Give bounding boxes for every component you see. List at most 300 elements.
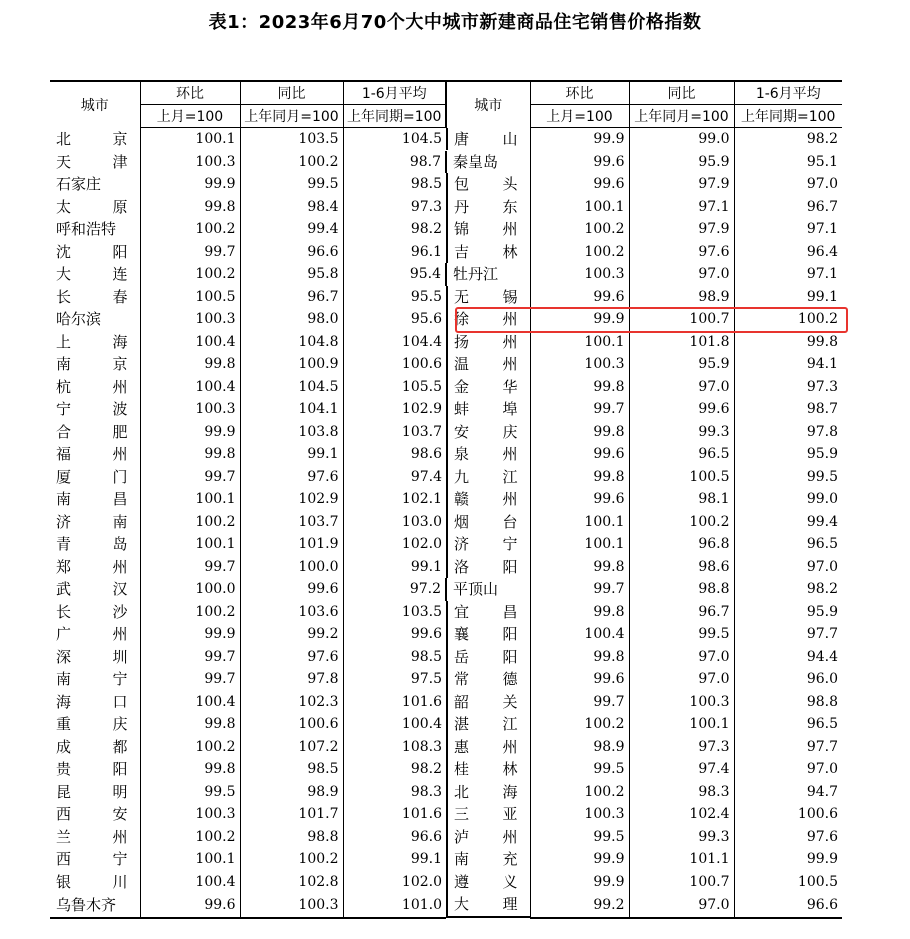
avg-value: 96.5 [734, 533, 842, 556]
yoy-value: 102.3 [240, 691, 343, 714]
city-name: 南 充 [446, 848, 530, 871]
city-name: 沈 阳 [56, 242, 128, 261]
mom-value: 99.6 [530, 173, 629, 196]
avg-value: 98.6 [343, 443, 446, 466]
avg-value: 98.5 [343, 646, 446, 669]
table-row [50, 691, 842, 714]
city-name: 洛 阳 [446, 556, 530, 579]
yoy-value: 97.0 [629, 893, 734, 918]
city-name: 济 宁 [446, 533, 530, 556]
yoy-value: 102.9 [240, 488, 343, 511]
table-row [50, 398, 842, 421]
subheader-avg-right: 上年同期=100 [734, 105, 842, 128]
yoy-value: 97.1 [629, 196, 734, 219]
yoy-value: 107.2 [240, 736, 343, 759]
avg-value: 96.0 [734, 668, 842, 691]
city-name: 锦 州 [446, 218, 530, 241]
mom-value: 100.3 [140, 803, 240, 826]
mom-value: 100.4 [140, 376, 240, 399]
mom-value: 99.9 [530, 308, 629, 331]
yoy-value: 99.3 [629, 826, 734, 849]
city-name: 襄 阳 [446, 623, 530, 646]
yoy-value: 101.9 [240, 533, 343, 556]
mom-value: 99.6 [530, 151, 629, 174]
yoy-value: 99.5 [240, 173, 343, 196]
city-name: 赣 州 [446, 488, 530, 511]
table-row [50, 263, 842, 286]
yoy-value: 96.5 [629, 443, 734, 466]
yoy-value: 96.7 [629, 601, 734, 624]
city-name: 银 川 [56, 872, 128, 891]
yoy-value: 101.1 [629, 848, 734, 871]
city-name: 太 原 [56, 197, 128, 216]
header-mom-left: 环比 [140, 81, 240, 105]
header-yoy-left: 同比 [240, 81, 343, 105]
yoy-value: 97.6 [629, 241, 734, 264]
avg-value: 100.6 [343, 353, 446, 376]
avg-value: 95.5 [343, 286, 446, 309]
avg-value: 98.7 [734, 398, 842, 421]
mom-value: 99.9 [140, 173, 240, 196]
yoy-value: 99.5 [629, 623, 734, 646]
avg-value: 95.1 [734, 151, 842, 174]
city-name: 哈尔滨 [56, 310, 102, 329]
avg-value: 102.0 [343, 533, 446, 556]
avg-value: 96.5 [734, 713, 842, 736]
table-row [50, 601, 842, 624]
avg-value: 100.5 [734, 871, 842, 894]
mom-value: 100.1 [140, 128, 240, 151]
table-row [50, 623, 842, 646]
city-name: 昆 明 [56, 782, 128, 801]
mom-value: 100.2 [530, 713, 629, 736]
mom-value: 99.8 [530, 376, 629, 399]
avg-value: 96.1 [343, 241, 446, 264]
city-name: 郑 州 [56, 557, 128, 576]
mom-value: 100.3 [140, 308, 240, 331]
mom-value: 99.7 [140, 241, 240, 264]
yoy-value: 103.8 [240, 421, 343, 444]
city-name: 遵 义 [446, 871, 530, 894]
yoy-value: 100.2 [629, 511, 734, 534]
subheader-yoy-right: 上年同月=100 [629, 105, 734, 128]
mom-value: 99.9 [530, 848, 629, 871]
yoy-value: 95.9 [629, 151, 734, 174]
mom-value: 100.2 [140, 826, 240, 849]
yoy-value: 100.3 [240, 893, 343, 918]
city-name: 徐 州 [446, 308, 530, 331]
table-row [50, 533, 842, 556]
avg-value: 99.8 [734, 331, 842, 354]
city-name: 成 都 [56, 737, 128, 756]
mom-value: 99.5 [140, 781, 240, 804]
yoy-value: 99.3 [629, 421, 734, 444]
avg-value: 95.9 [734, 443, 842, 466]
yoy-value: 103.7 [240, 511, 343, 534]
city-name: 北 海 [446, 781, 530, 804]
city-name: 厦 门 [56, 467, 128, 486]
avg-value: 101.6 [343, 803, 446, 826]
mom-value: 100.0 [140, 578, 240, 601]
table-row [50, 151, 842, 174]
city-name: 无 锡 [446, 286, 530, 309]
yoy-value: 95.8 [240, 263, 343, 286]
yoy-value: 97.3 [629, 736, 734, 759]
city-name: 常 德 [446, 668, 530, 691]
yoy-value: 96.7 [240, 286, 343, 309]
table-row [50, 488, 842, 511]
table-row [50, 218, 842, 241]
yoy-value: 97.6 [240, 646, 343, 669]
mom-value: 99.6 [530, 286, 629, 309]
yoy-value: 103.6 [240, 601, 343, 624]
mom-value: 100.1 [530, 331, 629, 354]
mom-value: 99.7 [530, 398, 629, 421]
yoy-value: 100.2 [240, 848, 343, 871]
mom-value: 99.7 [140, 668, 240, 691]
city-name: 上 海 [56, 332, 128, 351]
avg-value: 100.6 [734, 803, 842, 826]
city-name: 泸 州 [446, 826, 530, 849]
avg-value: 101.6 [343, 691, 446, 714]
header-avg-left: 1-6月平均 [343, 81, 446, 105]
table-row [50, 353, 842, 376]
table-row [50, 781, 842, 804]
mom-value: 100.2 [140, 601, 240, 624]
avg-value: 108.3 [343, 736, 446, 759]
mom-value: 99.8 [140, 443, 240, 466]
avg-value: 97.2 [343, 578, 446, 601]
city-name: 湛 江 [446, 713, 530, 736]
avg-value: 97.6 [734, 826, 842, 849]
mom-value: 99.7 [530, 691, 629, 714]
avg-value: 97.0 [734, 758, 842, 781]
table-row [50, 376, 842, 399]
avg-value: 96.6 [343, 826, 446, 849]
avg-value: 94.7 [734, 781, 842, 804]
avg-value: 99.4 [734, 511, 842, 534]
yoy-value: 98.5 [240, 758, 343, 781]
table-row [50, 713, 842, 736]
mom-value: 100.1 [530, 533, 629, 556]
city-name: 长 沙 [56, 602, 128, 621]
table-row [50, 871, 842, 894]
avg-value: 99.6 [343, 623, 446, 646]
avg-value: 97.5 [343, 668, 446, 691]
city-name: 大 理 [446, 893, 530, 918]
yoy-value: 96.8 [629, 533, 734, 556]
yoy-value: 98.0 [240, 308, 343, 331]
table-row [50, 668, 842, 691]
city-name: 唐 山 [446, 128, 530, 151]
city-name: 南 京 [56, 355, 128, 373]
mom-value: 99.9 [530, 128, 629, 151]
avg-value: 102.9 [343, 398, 446, 421]
page-title: 表1：2023年6月70个大中城市新建商品住宅销售价格指数 [208, 12, 702, 33]
table-row [50, 556, 842, 579]
city-name: 呼和浩特 [56, 220, 117, 239]
yoy-value: 97.0 [629, 646, 734, 669]
city-name: 大 连 [56, 265, 128, 283]
avg-value: 97.0 [734, 173, 842, 196]
header-avg-right: 1-6月平均 [734, 81, 842, 105]
mom-value: 100.3 [140, 398, 240, 421]
avg-value: 97.3 [343, 196, 446, 219]
yoy-value: 99.6 [240, 578, 343, 601]
table-row [50, 286, 842, 309]
city-name: 福 州 [56, 445, 128, 463]
avg-value: 103.5 [343, 601, 446, 624]
yoy-value: 99.2 [240, 623, 343, 646]
mom-value: 99.6 [140, 893, 240, 918]
city-name: 深 圳 [56, 647, 128, 666]
avg-value: 96.7 [734, 196, 842, 219]
table-row [50, 331, 842, 354]
avg-value: 102.1 [343, 488, 446, 511]
city-name: 贵 阳 [56, 760, 128, 778]
header-city-right: 城市 [446, 81, 530, 128]
city-name: 温 州 [446, 353, 530, 376]
table-body [50, 128, 842, 918]
table-row [50, 578, 842, 601]
mom-value: 100.3 [140, 151, 240, 174]
city-name: 西 宁 [56, 850, 128, 868]
avg-value: 98.2 [734, 128, 842, 151]
avg-value: 95.4 [343, 263, 446, 286]
mom-value: 99.8 [530, 421, 629, 444]
yoy-value: 97.0 [629, 668, 734, 691]
mom-value: 100.2 [530, 218, 629, 241]
table-row [50, 443, 842, 466]
table-row [50, 128, 842, 151]
table-row [50, 308, 842, 331]
mom-value: 100.2 [140, 218, 240, 241]
table-row [50, 466, 842, 489]
yoy-value: 96.6 [240, 241, 343, 264]
avg-value: 96.4 [734, 241, 842, 264]
yoy-value: 99.1 [240, 443, 343, 466]
subheader-yoy-left: 上年同月=100 [240, 105, 343, 128]
mom-value: 99.6 [530, 488, 629, 511]
avg-value: 97.8 [734, 421, 842, 444]
city-name: 重 庆 [56, 715, 128, 733]
yoy-value: 102.8 [240, 871, 343, 894]
mom-value: 100.1 [140, 848, 240, 871]
city-name: 桂 林 [446, 758, 530, 781]
yoy-value: 100.2 [240, 151, 343, 174]
city-name: 北 京 [56, 129, 128, 148]
subheader-mom-left: 上月=100 [140, 105, 240, 128]
yoy-value: 100.6 [240, 713, 343, 736]
avg-value: 97.7 [734, 736, 842, 759]
mom-value: 99.7 [530, 578, 629, 601]
city-name: 合 肥 [56, 422, 128, 441]
city-name: 秦皇岛 [446, 151, 530, 174]
mom-value: 99.8 [140, 758, 240, 781]
mom-value: 99.8 [140, 713, 240, 736]
table-row [50, 646, 842, 669]
yoy-value: 101.7 [240, 803, 343, 826]
avg-value: 103.7 [343, 421, 446, 444]
mom-value: 99.8 [140, 353, 240, 376]
mom-value: 99.9 [530, 871, 629, 894]
mom-value: 100.2 [530, 241, 629, 264]
city-name: 济 南 [56, 512, 128, 531]
city-name: 武 汉 [56, 580, 128, 598]
yoy-value: 97.9 [629, 218, 734, 241]
avg-value: 94.4 [734, 646, 842, 669]
avg-value: 98.5 [343, 173, 446, 196]
mom-value: 99.5 [530, 758, 629, 781]
city-name: 包 头 [446, 173, 530, 196]
yoy-value: 97.0 [629, 263, 734, 286]
avg-value: 97.4 [343, 466, 446, 489]
mom-value: 99.8 [140, 196, 240, 219]
mom-value: 100.4 [530, 623, 629, 646]
mom-value: 100.2 [140, 263, 240, 286]
yoy-value: 103.5 [240, 128, 343, 151]
city-name: 西 安 [56, 805, 128, 823]
table-row [50, 511, 842, 534]
avg-value: 95.9 [734, 601, 842, 624]
mom-value: 99.8 [530, 646, 629, 669]
city-name: 韶 关 [446, 691, 530, 714]
city-name: 广 州 [56, 625, 128, 643]
yoy-value: 97.9 [629, 173, 734, 196]
yoy-value: 98.9 [629, 286, 734, 309]
mom-value: 100.4 [140, 691, 240, 714]
yoy-value: 97.0 [629, 376, 734, 399]
city-name: 南 宁 [56, 670, 128, 688]
avg-value: 98.7 [343, 151, 446, 174]
header-city-left: 城市 [50, 81, 140, 128]
yoy-value: 104.8 [240, 331, 343, 354]
price-index-table [50, 80, 842, 919]
subheader-mom-right: 上月=100 [530, 105, 629, 128]
header-mom-right: 环比 [530, 81, 629, 105]
mom-value: 100.1 [530, 196, 629, 219]
mom-value: 100.1 [140, 488, 240, 511]
city-name: 牡丹江 [446, 263, 530, 286]
yoy-value: 101.8 [629, 331, 734, 354]
city-name: 惠 州 [446, 736, 530, 759]
table-row [50, 848, 842, 871]
table-row [50, 196, 842, 219]
table-row [50, 826, 842, 849]
mom-value: 100.2 [140, 511, 240, 534]
mom-value: 98.9 [530, 736, 629, 759]
avg-value: 97.3 [734, 376, 842, 399]
avg-value: 101.0 [343, 893, 446, 918]
avg-value: 100.4 [343, 713, 446, 736]
table-row [50, 803, 842, 826]
mom-value: 100.5 [140, 286, 240, 309]
yoy-value: 104.5 [240, 376, 343, 399]
mom-value: 100.2 [140, 736, 240, 759]
avg-value: 98.2 [343, 218, 446, 241]
city-name: 九 江 [446, 466, 530, 489]
table-row [50, 173, 842, 196]
mom-value: 99.7 [140, 646, 240, 669]
yoy-value: 99.0 [629, 128, 734, 151]
mom-value: 100.3 [530, 353, 629, 376]
table-row [50, 241, 842, 264]
mom-value: 100.1 [530, 511, 629, 534]
city-name: 长 春 [56, 287, 128, 306]
yoy-value: 100.1 [629, 713, 734, 736]
yoy-value: 97.8 [240, 668, 343, 691]
mom-value: 100.3 [530, 803, 629, 826]
mom-value: 99.7 [140, 556, 240, 579]
avg-value: 99.1 [343, 556, 446, 579]
yoy-value: 98.8 [629, 578, 734, 601]
city-name: 吉 林 [446, 241, 530, 264]
mom-value: 99.2 [530, 893, 629, 918]
mom-value: 99.5 [530, 826, 629, 849]
table-row [50, 421, 842, 444]
mom-value: 100.4 [140, 331, 240, 354]
avg-value: 104.5 [343, 128, 446, 151]
avg-value: 104.4 [343, 331, 446, 354]
avg-value: 96.6 [734, 893, 842, 918]
mom-value: 100.2 [530, 781, 629, 804]
mom-value: 99.7 [140, 466, 240, 489]
city-name: 扬 州 [446, 331, 530, 354]
city-name: 宜 昌 [446, 601, 530, 624]
avg-value: 97.1 [734, 218, 842, 241]
mom-value: 100.4 [140, 871, 240, 894]
avg-value: 99.9 [734, 848, 842, 871]
yoy-value: 97.6 [240, 466, 343, 489]
avg-value: 97.0 [734, 556, 842, 579]
avg-value: 97.1 [734, 263, 842, 286]
city-name: 海 口 [56, 692, 128, 711]
mom-value: 99.8 [530, 601, 629, 624]
yoy-value: 98.1 [629, 488, 734, 511]
avg-value: 98.2 [343, 758, 446, 781]
avg-value: 105.5 [343, 376, 446, 399]
city-name: 宁 波 [56, 400, 128, 418]
mom-value: 99.8 [530, 466, 629, 489]
avg-value: 98.2 [734, 578, 842, 601]
header-yoy-right: 同比 [629, 81, 734, 105]
yoy-value: 98.3 [629, 781, 734, 804]
city-name: 烟 台 [446, 511, 530, 534]
yoy-value: 100.3 [629, 691, 734, 714]
city-name: 岳 阳 [446, 646, 530, 669]
yoy-value: 95.9 [629, 353, 734, 376]
mom-value: 99.9 [140, 623, 240, 646]
yoy-value: 98.6 [629, 556, 734, 579]
yoy-value: 104.1 [240, 398, 343, 421]
yoy-value: 100.9 [240, 353, 343, 376]
mom-value: 99.9 [140, 421, 240, 444]
yoy-value: 98.9 [240, 781, 343, 804]
avg-value: 99.1 [343, 848, 446, 871]
city-name: 杭 州 [56, 377, 128, 396]
yoy-value: 98.4 [240, 196, 343, 219]
table-row [50, 736, 842, 759]
avg-value: 95.6 [343, 308, 446, 331]
city-name: 兰 州 [56, 827, 128, 846]
avg-value: 99.1 [734, 286, 842, 309]
city-name: 南 昌 [56, 490, 128, 508]
city-name: 三 亚 [446, 803, 530, 826]
mom-value: 99.6 [530, 668, 629, 691]
yoy-value: 99.4 [240, 218, 343, 241]
yoy-value: 102.4 [629, 803, 734, 826]
mom-value: 100.1 [140, 533, 240, 556]
